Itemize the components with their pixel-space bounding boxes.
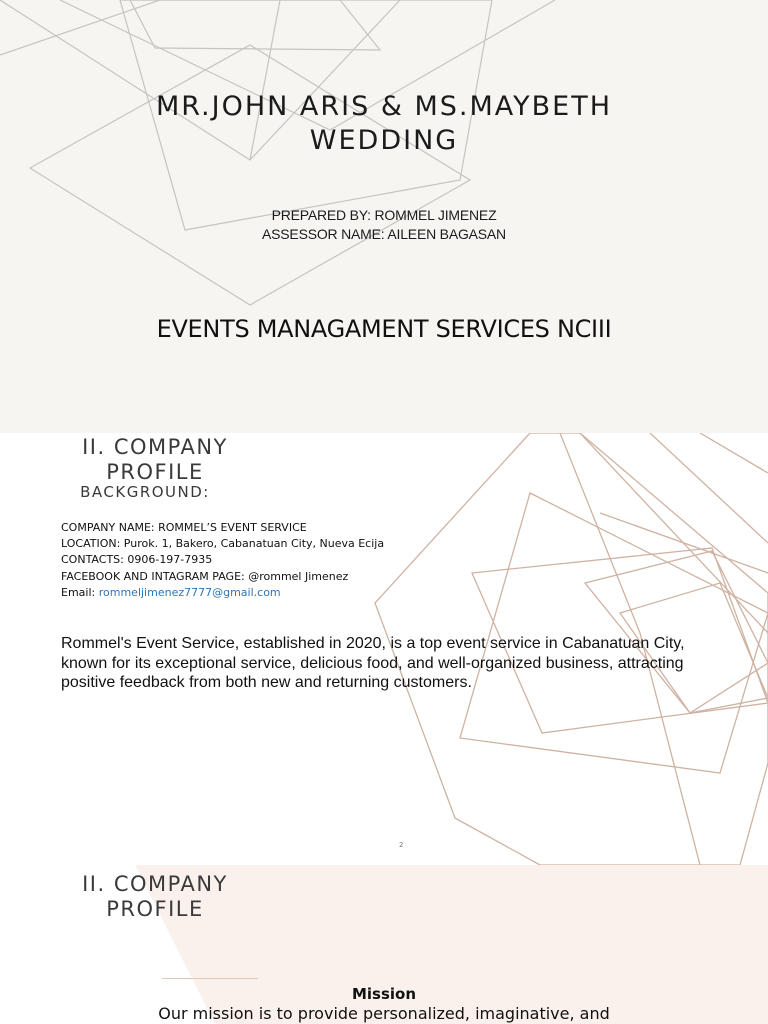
wedding-title: MR.JOHN ARIS & MS.MAYBETH WEDDING (155, 91, 613, 156)
company-name: COMPANY NAME: ROMMEL’S EVENT SERVICE (61, 521, 307, 534)
email-row (61, 585, 384, 601)
page-number: 2 (399, 841, 404, 849)
section-title: II. COMPANY PROFILE (82, 872, 228, 921)
preparer-block (184, 206, 584, 244)
company-location: LOCATION: Purok. 1, Bakero, Cabanatuan City, Nueva Ecija (61, 537, 385, 551)
email-link[interactable]: rommeljimenez7777@gmail.com (98, 585, 281, 599)
mission-slide (0, 865, 768, 1024)
company-details (61, 520, 384, 601)
divider (162, 978, 258, 979)
email-label: Email: (61, 585, 99, 599)
mission-text: Our mission is to provide personalized, imaginative, and (158, 1004, 610, 1023)
title-slide (0, 0, 768, 433)
social-pages: FACEBOOK AND INTAGRAM PAGE: @rommel Jimenez (61, 569, 349, 583)
course-subject: EVENTS MANAGAMENT SERVICES NCIII (156, 315, 612, 343)
assessor-name: ASSESSOR NAME: AILEEN BAGASAN (262, 226, 506, 242)
company-description: Rommel's Event Service, established in 2020, is a top event service in Cabanatuan City, known for its exceptional service, delicious food, and well-organized business, attracting positive feedback from both new and returning customers. (61, 635, 685, 691)
mission-heading: Mission (351, 985, 417, 1003)
section-title: II. COMPANY PROFILE (82, 435, 228, 484)
background-label: BACKGROUND: (80, 483, 210, 501)
company-profile-slide (0, 433, 768, 865)
prepared-by: PREPARED BY: ROMMEL JIMENEZ (271, 207, 497, 223)
company-contacts: CONTACTS: 0906-197-7935 (61, 553, 213, 567)
